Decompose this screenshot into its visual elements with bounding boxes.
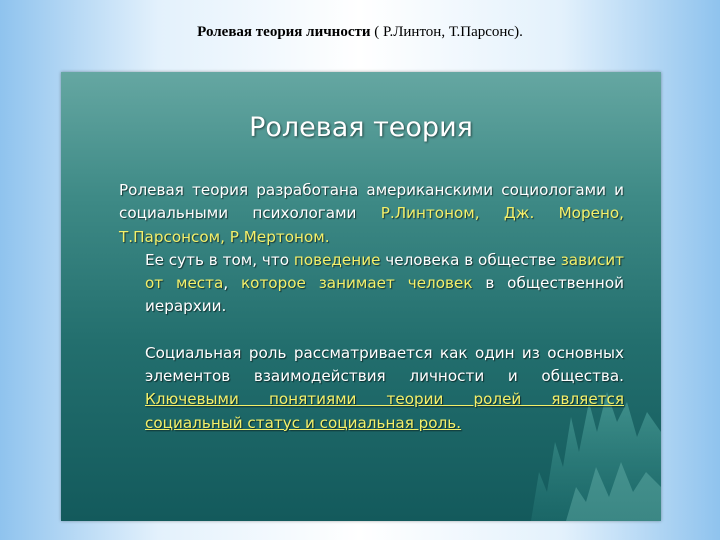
page-heading — [0, 24, 720, 41]
para2-text-4: в общественной иерархии. — [145, 274, 624, 316]
slide-body — [119, 179, 624, 435]
para2-text-3: , — [223, 274, 241, 293]
heading-rest: ( Р.Линтон, Т.Парсонс). — [370, 24, 523, 40]
para2-highlight-3: которое занимает человек — [241, 274, 473, 293]
para2-text-2: человека в обществе — [380, 250, 561, 269]
paragraph-1 — [119, 179, 624, 249]
heading-bold: Ролевая теория личности — [197, 24, 371, 40]
para2-highlight-2: зависит от места — [145, 250, 625, 293]
para3-underlined: Ключевыми понятиями теории ролей является социальный статус и социальная роль. — [145, 390, 624, 432]
slide-title: Ролевая теория — [249, 112, 473, 143]
paragraph-3 — [119, 342, 624, 435]
para1-names: Р.Линтоном, Дж. Морено, Т.Парсонсом, Р.Мертоном. — [119, 204, 625, 246]
para3-text: Социальная роль рассматривается как один из основных элементов взаимодействия личности и общества. — [145, 343, 624, 386]
para2-text-1: Ее суть в том, что — [145, 250, 294, 269]
para2-highlight-1: поведение — [293, 250, 381, 269]
slide — [61, 72, 661, 521]
paragraph-2 — [119, 249, 624, 319]
para1-text: Ролевая теория разработана американскими социологами и социальными психологами — [119, 181, 624, 223]
